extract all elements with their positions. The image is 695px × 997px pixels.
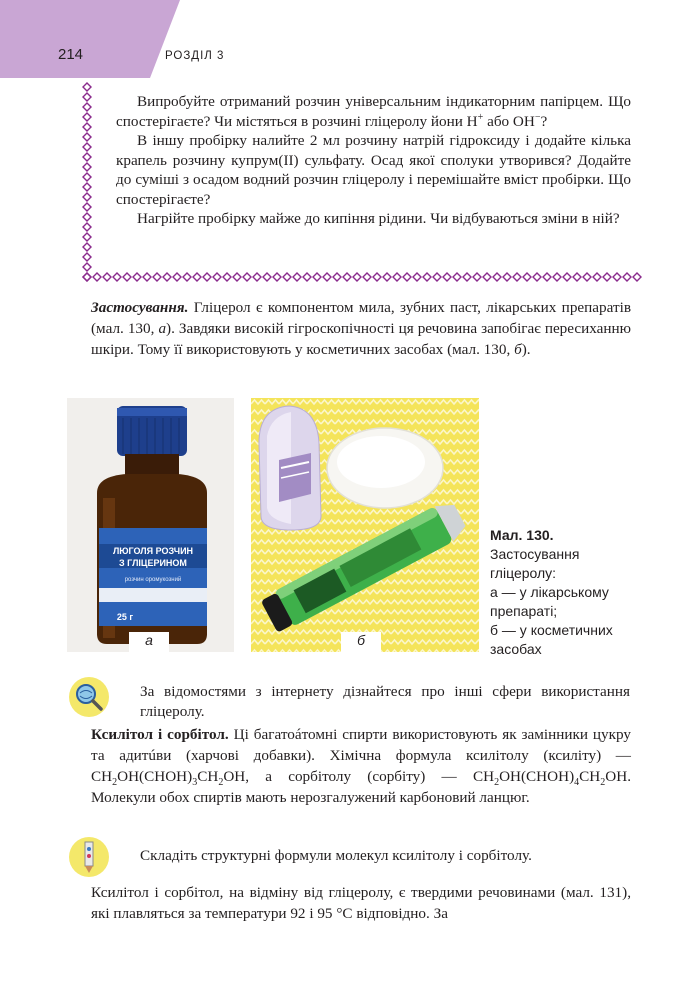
caption-line: Застосування [490,546,580,562]
pencil-task-icon [68,836,110,878]
label-a: а [129,632,169,652]
experiment-text [116,92,631,229]
internet-task: За відомостями з інтернету дізнайтеся про інші сфери використання гліцеролу. [140,683,630,720]
caption-line: гліцеролу: [490,565,557,581]
bottle-label-small: розчин оромукозний [124,577,182,583]
caption-line: препараті; [490,603,558,619]
structural-task: Складіть структурні формули молекул ксилітолу і сорбітолу. [140,847,532,864]
application-paragraph: Застосування. Гліцерол є компонентом мила, зубних паст, лікарських препаратів (мал. 130, а). Завдяки високій гігроскопічності ця речовина запобігає пересиханню шкіри. Тому її використовують у косметичних засобах (мал. 130, б). [91,299,632,358]
photo-cosmetics [251,398,479,652]
bottle-volume: 25 г [116,612,134,622]
photo-lugol-bottle [67,398,234,652]
application-term: Застосування. [91,299,189,316]
xylitol-paragraph: Ксилітол і сорбітол. Ці багатоáтомні спирти використовують як замінники цукру та адитúви (харчові добавки). Хімічна формула ксилітолу (ксиліту) — $CH_2OH(CHOH)_3CH_2OH$, а сорбітолу (сорбіту) — $CH_2OH(CHOH)_4CH_2OH$. Молекули обох спиртів мають нерозгалужений карбоновий ланцюг. [91,726,631,806]
bottle-label-line2: З ГЛІЦЕРИНОМ [119,558,187,568]
caption-line: б — у косметичних [490,622,613,638]
page-number: 214 [58,46,84,63]
header-tab [0,0,180,78]
experiment-paragraph-2: В іншу пробірку налийте 2 мл розчину натрій гідроксиду і додайте кілька крапель розчину купрум(II) сульфату. Осад якої сполуки утворився? Додайте до суміші з осадом водний розчин гліцеролу і перемішайте вміст пробірки. Що спостерігаєте? [116,132,631,208]
caption-line: а — у лікарському [490,584,609,600]
closing-paragraph: Ксилітол і сорбітол, на відміну від гліцеролу, є твердими речовинами (мал. 131), які плавляться за температури 92 і 95 °C відповідно. За [91,884,631,922]
experiment-paragraph-3: Нагрійте пробірку майже до кипіння рідини. Чи відбуваються зміни в ній? [137,210,620,227]
caption-line: засобах [490,641,542,657]
experiment-paragraph-1: Випробуйте отриманий розчин універсальним індикаторним папірцем. Що спостерігаєте? Чи містяться в розчині гліцеролу йони H+ або OH−? [116,93,631,130]
label-b: б [341,632,381,652]
section-label: РОЗДІЛ 3 [165,50,225,62]
figure-caption [490,526,680,659]
magnifier-globe-icon [68,676,110,718]
caption-title: Мал. 130. [490,527,554,543]
bottle-label-line1: ЛЮГОЛЯ РОЗЧИН [112,546,194,556]
xylitol-term: Ксилітол і сорбітол. [91,726,229,743]
